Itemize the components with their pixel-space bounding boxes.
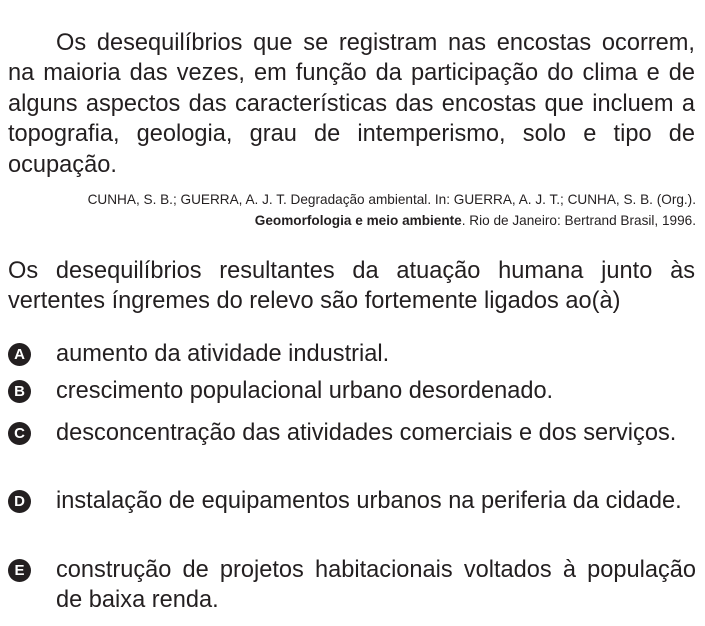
citation (8, 189, 696, 232)
option-a[interactable] (8, 340, 696, 370)
option-b-letter-badge: B (8, 380, 31, 403)
citation-prefix: CUNHA, S. B.; GUERRA, A. J. T. Degradação ambiental. In: GUERRA, A. J. T.; CUNHA, S. B. (Org.). (87, 191, 696, 207)
option-c-letter-badge: C (8, 422, 31, 445)
option-e[interactable] (8, 556, 696, 615)
option-d-letter-badge: D (8, 490, 31, 513)
passage-text: Os desequilíbrios que se registram nas encostas ocorrem, na maioria das vezes, em função da participação do clima e de alguns aspectos das características das encostas que incluem a topografia, geologia, grau de intemperismo, solo e tipo de ocupação. (8, 29, 695, 178)
option-d-text: instalação de equipamentos urbanos na periferia da cidade. (56, 488, 682, 514)
option-c[interactable] (8, 419, 696, 449)
citation-suffix: . Rio de Janeiro: Bertrand Brasil, 1996. (461, 213, 696, 229)
citation-book-title: Geomorfologia e meio ambiente (254, 213, 462, 229)
option-e-letter-badge: E (8, 559, 31, 582)
option-e-text: construção de projetos habitacionais voltados à população de baixa renda. (56, 557, 696, 613)
option-b[interactable] (8, 377, 696, 407)
option-a-text: aumento da atividade industrial. (56, 341, 390, 367)
question-stem: Os desequilíbrios resultantes da atuação humana junto às vertentes íngremes do relevo são fortemente ligados ao(à) (8, 257, 695, 315)
option-b-text: crescimento populacional urbano desordenado. (56, 378, 554, 404)
option-d[interactable] (8, 487, 696, 517)
option-a-letter-badge: A (8, 343, 31, 366)
option-c-text: desconcentração das atividades comerciais e dos serviços. (56, 420, 677, 446)
